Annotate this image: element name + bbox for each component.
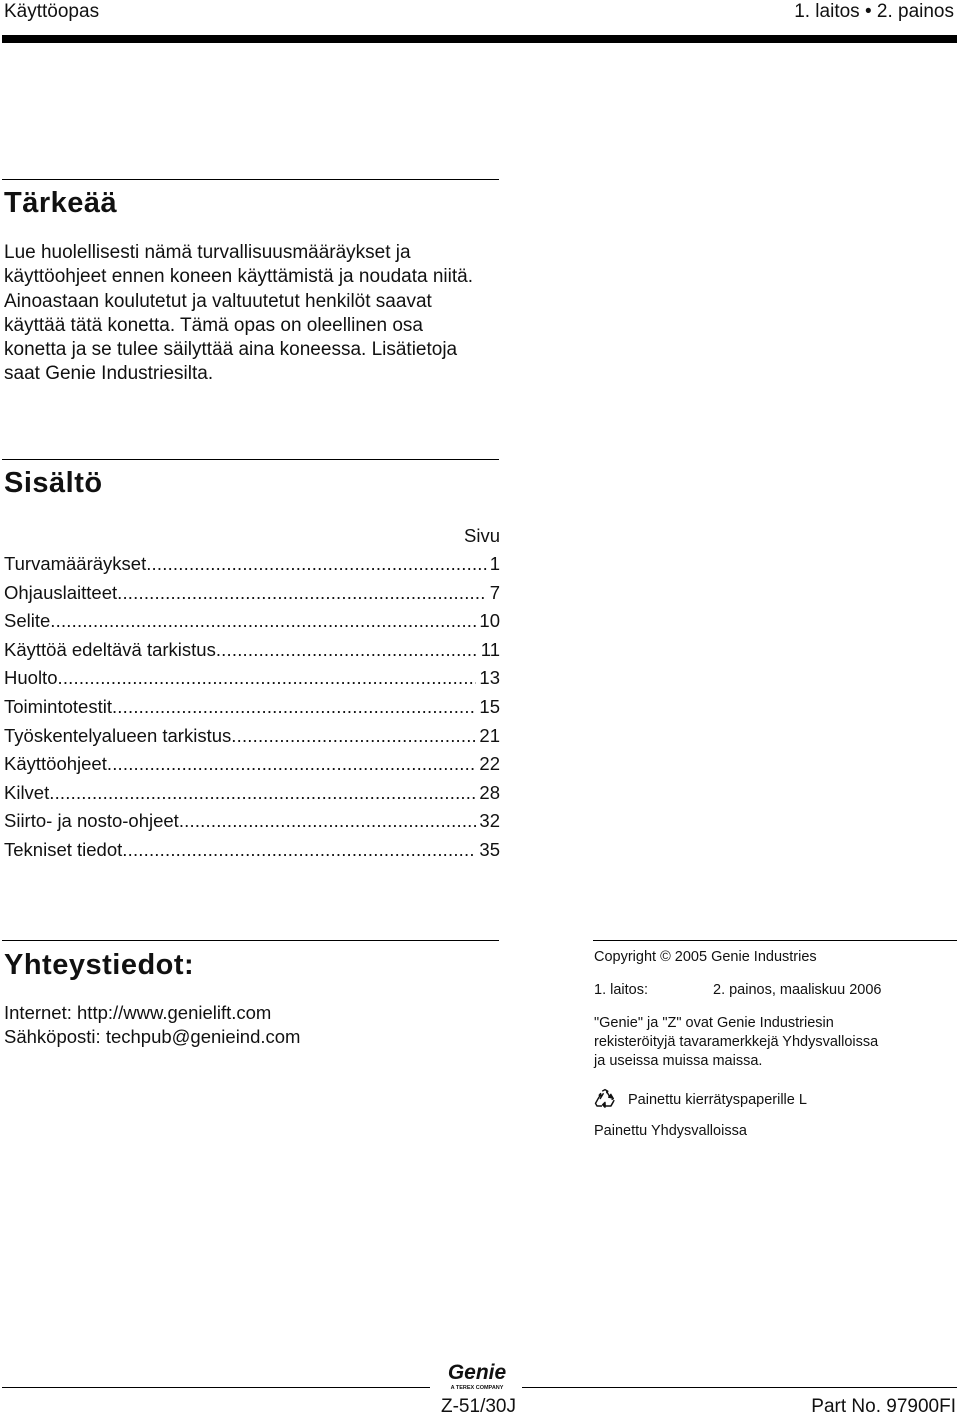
toc-entry-title: Turvamääräykset (4, 553, 147, 574)
important-line: Lue huolellisesti nämä turvallisuusmääräykset ja (4, 242, 411, 263)
toc-entry[interactable] (4, 750, 500, 779)
toc-entry-title: Käyttöä edeltävä tarkistus (4, 638, 216, 660)
genie-logo (437, 1360, 517, 1392)
trademark-line: rekisteröityjä tavaramerkkejä Yhdysvalloissa (594, 1034, 879, 1050)
toc-entry[interactable] (4, 779, 500, 808)
important-line: Ainoastaan koulutetut ja valtuutetut henkilöt saavat (4, 290, 432, 312)
toc-entry-title: Työskentelyalueen tarkistus (4, 724, 232, 746)
toc-entry-page: 1 (489, 553, 500, 574)
toc-entry-title: Toimintotestit (4, 695, 112, 717)
toc-entry-title: Käyttöohjeet (4, 753, 107, 775)
important-line: konetta ja se tulee säilyttää aina koneessa. Lisätietoja (4, 339, 458, 361)
toc-entry-page: 28 (479, 781, 500, 803)
toc-leader-dots (107, 750, 477, 779)
toc-entry[interactable] (4, 607, 500, 636)
recycled-paper-note: Painettu kierrätyspaperille L (628, 1092, 807, 1108)
toc-entry-page: 10 (479, 610, 500, 632)
footer-rule-right (522, 1387, 957, 1388)
toc-entry[interactable] (4, 579, 500, 608)
page-column-label: Sivu (464, 525, 500, 546)
toc-leader-dots (216, 636, 478, 665)
toc-leader-dots (146, 550, 486, 579)
toc-entry-page: 21 (479, 724, 500, 746)
toc-entry-title: Selite (4, 610, 51, 632)
toc-entry-title: Tekniset tiedot (4, 838, 123, 860)
toc-entry-title: Siirto- ja nosto-ohjeet (4, 810, 179, 832)
part-number: Part No. 97900FI (811, 1396, 956, 1417)
toc-leader-dots (50, 607, 476, 636)
toc-entry-title: Huolto (4, 667, 58, 689)
logo-wordmark: Genie (447, 1361, 507, 1384)
important-line: käyttää tätä konetta. Tämä opas on oleellinen osa (4, 314, 423, 336)
edition-value: 2. painos, maaliskuu 2006 (713, 982, 882, 998)
important-line: saat Genie Industriesilta. (4, 363, 214, 385)
toc-entry[interactable] (4, 550, 500, 579)
toc-leader-dots (231, 722, 476, 751)
copyright-line: Copyright © 2005 Genie Industries (594, 949, 817, 965)
trademark-line: "Genie" ja "Z" ovat Genie Industriesin (594, 1015, 834, 1031)
toc-entry[interactable] (4, 836, 500, 865)
important-text (4, 241, 499, 387)
important-rule (2, 179, 499, 180)
toc-leader-dots (57, 664, 476, 693)
toc-entry[interactable] (4, 693, 500, 722)
toc-entry-title: Ohjauslaitteet (4, 581, 118, 603)
toc-entry[interactable] (4, 636, 500, 665)
header-divider (2, 35, 957, 43)
trademark-line: ja useissa muissa maissa. (594, 1053, 763, 1069)
toc-leader-dots (112, 693, 476, 722)
contact-heading: Yhteystiedot: (4, 949, 195, 981)
contact-rule (2, 940, 499, 941)
email-link[interactable]: Sähköposti: techpub@genieind.com (4, 1026, 301, 1047)
toc-entry-page: 35 (479, 838, 500, 860)
contents-heading: Sisältö (4, 467, 103, 499)
header-edition: 1. laitos • 2. painos (794, 1, 954, 22)
important-line: käyttöohjeet ennen koneen käyttämistä ja noudata niitä. (4, 266, 473, 288)
toc-entry-page: 32 (479, 810, 500, 832)
trademark-notice (594, 1014, 954, 1071)
toc-entry[interactable] (4, 664, 500, 693)
copyright-rule (593, 940, 957, 941)
toc-entry[interactable] (4, 722, 500, 751)
contact-details (4, 1001, 300, 1049)
printed-in-note: Painettu Yhdysvalloissa (594, 1123, 747, 1139)
toc-leader-dots (122, 836, 476, 865)
toc-entry-page: 22 (479, 753, 500, 775)
footer-rule-left (2, 1387, 430, 1388)
toc-leader-dots (49, 779, 476, 808)
recycle-icon (594, 1088, 616, 1110)
toc-entry-page: 13 (479, 667, 500, 689)
toc-entry-page: 7 (489, 581, 500, 603)
table-of-contents (4, 521, 500, 865)
edition-label: 1. laitos: (594, 982, 648, 998)
model-number: Z-51/30J (441, 1396, 516, 1417)
toc-entry[interactable] (4, 807, 500, 836)
toc-entry-title: Kilvet (4, 781, 50, 803)
toc-entry-page: 15 (479, 695, 500, 717)
toc-leader-dots (117, 579, 487, 608)
website-link[interactable]: Internet: http://www.genielift.com (4, 1002, 272, 1023)
logo-tagline: A TEREX COMPANY (450, 1385, 504, 1391)
toc-entry-page: 11 (480, 638, 500, 660)
important-heading: Tärkeää (4, 187, 118, 219)
toc-leader-dots (179, 807, 477, 836)
contents-rule (2, 459, 499, 460)
header-manual-title: Käyttöopas (4, 1, 100, 22)
